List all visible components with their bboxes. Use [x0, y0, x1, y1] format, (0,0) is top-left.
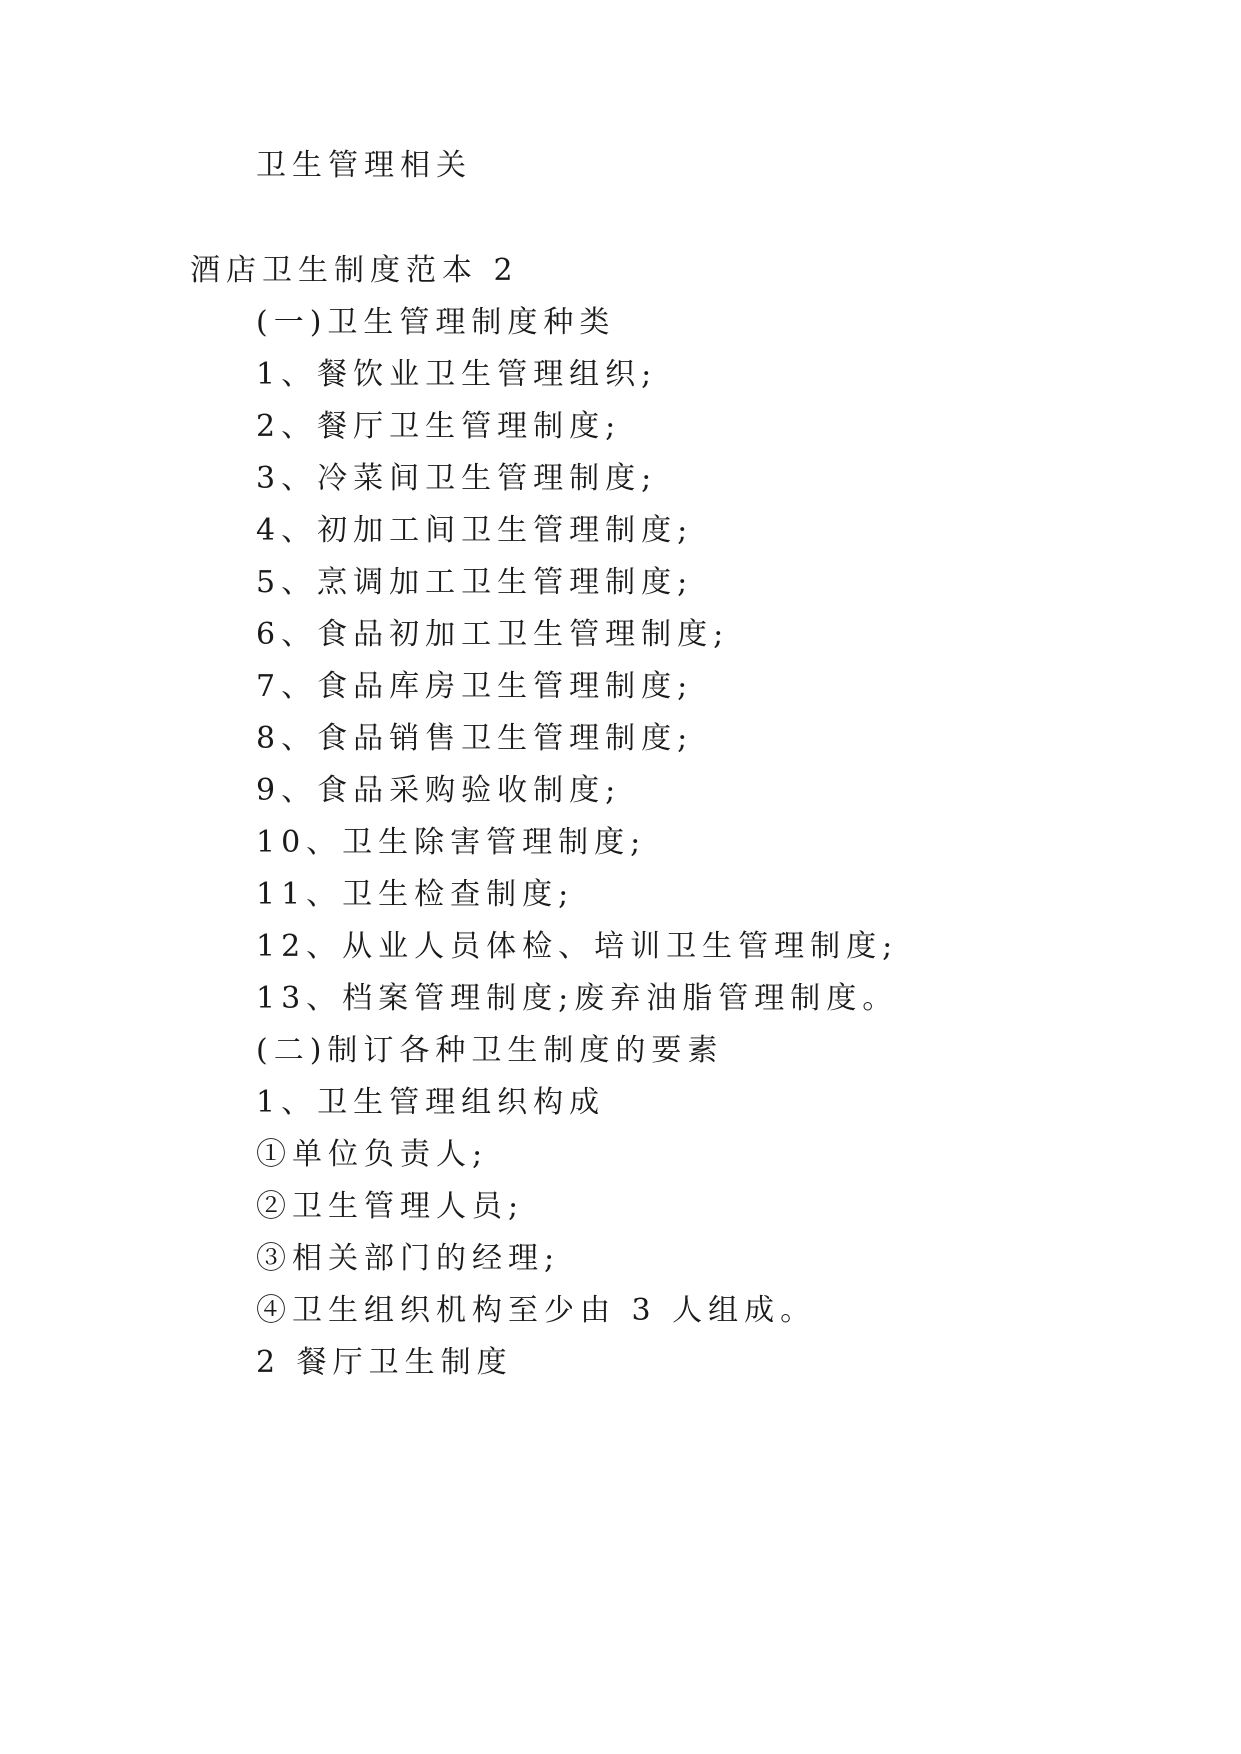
list-item: 3、冷菜间卫生管理制度; — [256, 461, 658, 496]
list-item: ②卫生管理人员; — [256, 1189, 525, 1224]
list-item: 2、餐厅卫生管理制度; — [256, 409, 622, 444]
list-item: 7、食品库房卫生管理制度; — [256, 669, 694, 704]
list-item: ①单位负责人; — [256, 1137, 489, 1172]
list-item: ③相关部门的经理; — [256, 1241, 561, 1276]
list-item: 9、食品采购验收制度; — [256, 773, 622, 808]
list-item: 1、餐饮业卫生管理组织; — [256, 357, 658, 392]
list-item: ④卫生组织机构至少由 3 人组成。 — [256, 1293, 817, 1328]
list-item: 4、初加工间卫生管理制度; — [256, 513, 694, 548]
section2-heading: (二)制订各种卫生制度的要素 — [256, 1033, 724, 1068]
section1-heading: (一)卫生管理制度种类 — [256, 305, 616, 340]
intro-line: 卫生管理相关 — [256, 148, 472, 183]
document-title: 酒店卫生制度范本 2 — [190, 253, 519, 288]
list-item: 8、食品销售卫生管理制度; — [256, 721, 694, 756]
list-item: 5、烹调加工卫生管理制度; — [256, 565, 694, 600]
closing-line: 2 餐厅卫生制度 — [256, 1345, 513, 1380]
list-item: 12、从业人员体检、培训卫生管理制度; — [256, 929, 899, 964]
list-item: 6、食品初加工卫生管理制度; — [256, 617, 730, 652]
list-item: 13、档案管理制度;废弃油脂管理制度。 — [256, 981, 899, 1016]
section2-subheading: 1、卫生管理组织构成 — [256, 1085, 606, 1120]
list-item: 10、卫生除害管理制度; — [256, 825, 647, 860]
list-item: 11、卫生检查制度; — [256, 877, 575, 912]
